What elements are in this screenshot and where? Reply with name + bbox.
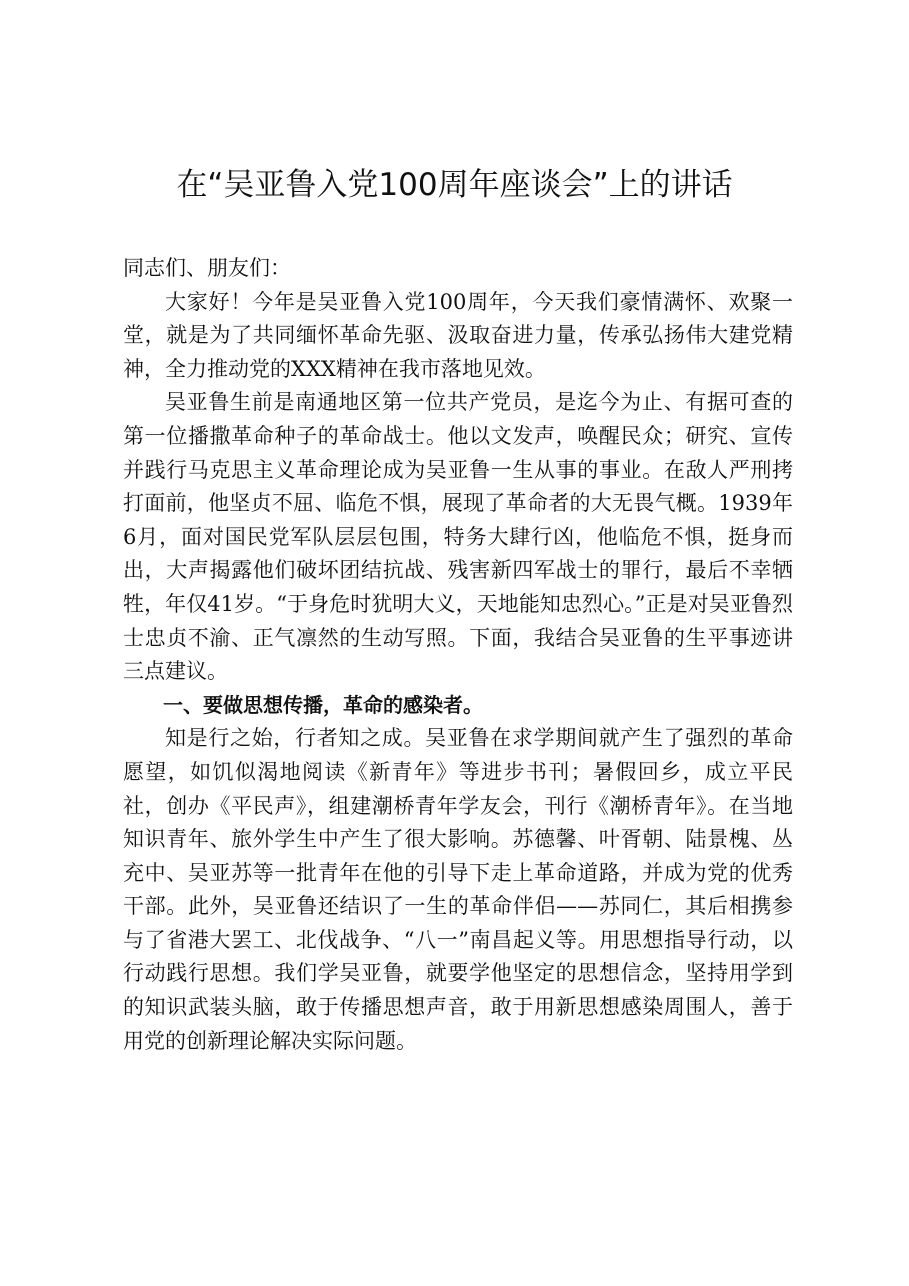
paragraph-biography: 吴亚鲁生前是南通地区第一位共产党员，是迄今为止、有据可查的第一位播撒革命种子的革命战士。他以文发声，唤醒民众；研究、宣传并践行马克思主义革命理论成为吴亚鲁一生从事的事业。在敌人严刑拷打面前，他坚贞不屈、临危不惧，展现了革命者的大无畏气概。1939年6月，面对国民党军队层层包围，特务大肆行凶，他临危不惧，挺身而出，大声揭露他们破坏团结抗战、残害新四军战士的罪行，最后不幸牺牲，年仅41岁。“于身危时犹明大义，天地能知忠烈心。”正是对吴亚鲁烈士忠贞不渝、正气凛然的生动写照。下面，我结合吴亚鲁的生平事迹讲三点建议。 bbox=[123, 390, 793, 684]
document-title: 在“吴亚鲁入党100周年座谈会”上的讲话 bbox=[176, 167, 733, 203]
document-body bbox=[123, 252, 793, 1058]
section-heading: 一、要做思想传播，革命的感染者。 bbox=[163, 692, 483, 717]
paragraph-section-one: 知是行之始，行者知之成。吴亚鲁在求学期间就产生了强烈的革命愿望，如饥似渴地阅读《新青年》等进步书刊；暑假回乡，成立平民社，创办《平民声》，组建潮桥青年学友会，刊行《潮桥青年》。在当地知识青年、旅外学生中产生了很大影响。苏德馨、叶胥朝、陆景槐、丛充中、吴亚苏等一批青年在他的引导下走上革命道路，并成为党的优秀干部。此外，吴亚鲁还结识了一生的革命伴侣——苏同仁，其后相携参与了省港大罢工、北伐战争、“八一”南昌起义等。用思想指导行动，以行动践行思想。我们学吴亚鲁，就要学他坚定的思想信念，坚持用学到的知识武装头脑，敢于传播思想声音，敢于用新思想感染周围人，善于用党的创新理论解决实际问题。 bbox=[123, 726, 793, 1053]
salutation: 同志们、朋友们： bbox=[123, 256, 291, 280]
paragraph-intro: 大家好！今年是吴亚鲁入党100周年，今天我们豪情满怀、欢聚一堂，就是为了共同缅怀革命先驱、汲取奋进力量，传承弘扬伟大建党精神，全力推动党的XXX精神在我市落地见效。 bbox=[123, 289, 793, 381]
